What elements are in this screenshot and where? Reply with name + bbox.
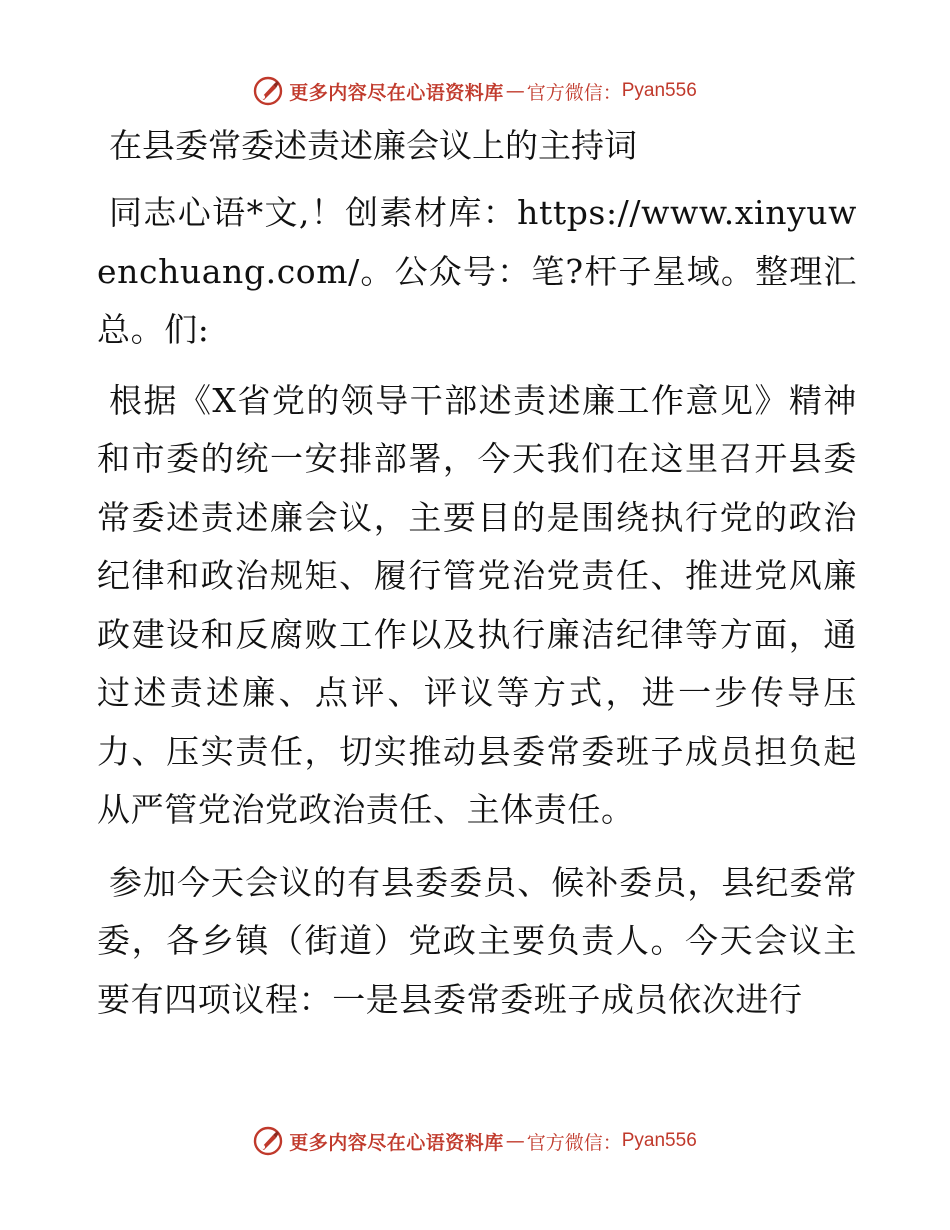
quill-seal-icon (253, 1126, 283, 1156)
brand-text: 更多内容尽在心语资料库 (289, 81, 504, 104)
separator: — (505, 1130, 525, 1152)
brand-text: 更多内容尽在心语资料库 (289, 1131, 504, 1154)
body-paragraph-1: 根据《X省党的领导干部述责述廉工作意见》精神和市委的统一安排部署，今天我们在这里召开县委常委述责述廉会议，主要目的是围绕执行党的政治纪律和政治规矩、履行管党治党责任、推进党风廉政建设和反腐败工作以及执行廉洁纪律等方面，通过述责述廉、点评、评议等方式，进一步传导压力、压实责任，切实推动县委常委班子成员担负起从严管党治党政治责任、主体责任。 (97, 380, 857, 829)
separator: — (505, 80, 525, 102)
wechat-id: Pyan556 (621, 1130, 697, 1151)
body-paragraph-2: 参加今天会议的有县委委员、候补委员，县纪委常委，各乡镇（街道）党政主要负责人。今天会议主要有四项议程：一是县委常委班子成员依次进行 (97, 862, 857, 1019)
wechat-id: Pyan556 (621, 80, 697, 101)
document-body (97, 120, 857, 1029)
quill-seal-icon (253, 76, 283, 106)
document-title: 在县委常委述责述廉会议上的主持词 (109, 126, 637, 165)
footer-banner (0, 1121, 950, 1161)
header-banner (0, 71, 950, 111)
official-label: 官方微信： (526, 81, 622, 104)
greeting-paragraph: 同志心语*文,！创素材库：https://www.xinyuwenchuang.com/。公众号：笔?杆子星域。整理汇总。们: (97, 193, 857, 349)
official-label: 官方微信： (526, 1131, 622, 1154)
